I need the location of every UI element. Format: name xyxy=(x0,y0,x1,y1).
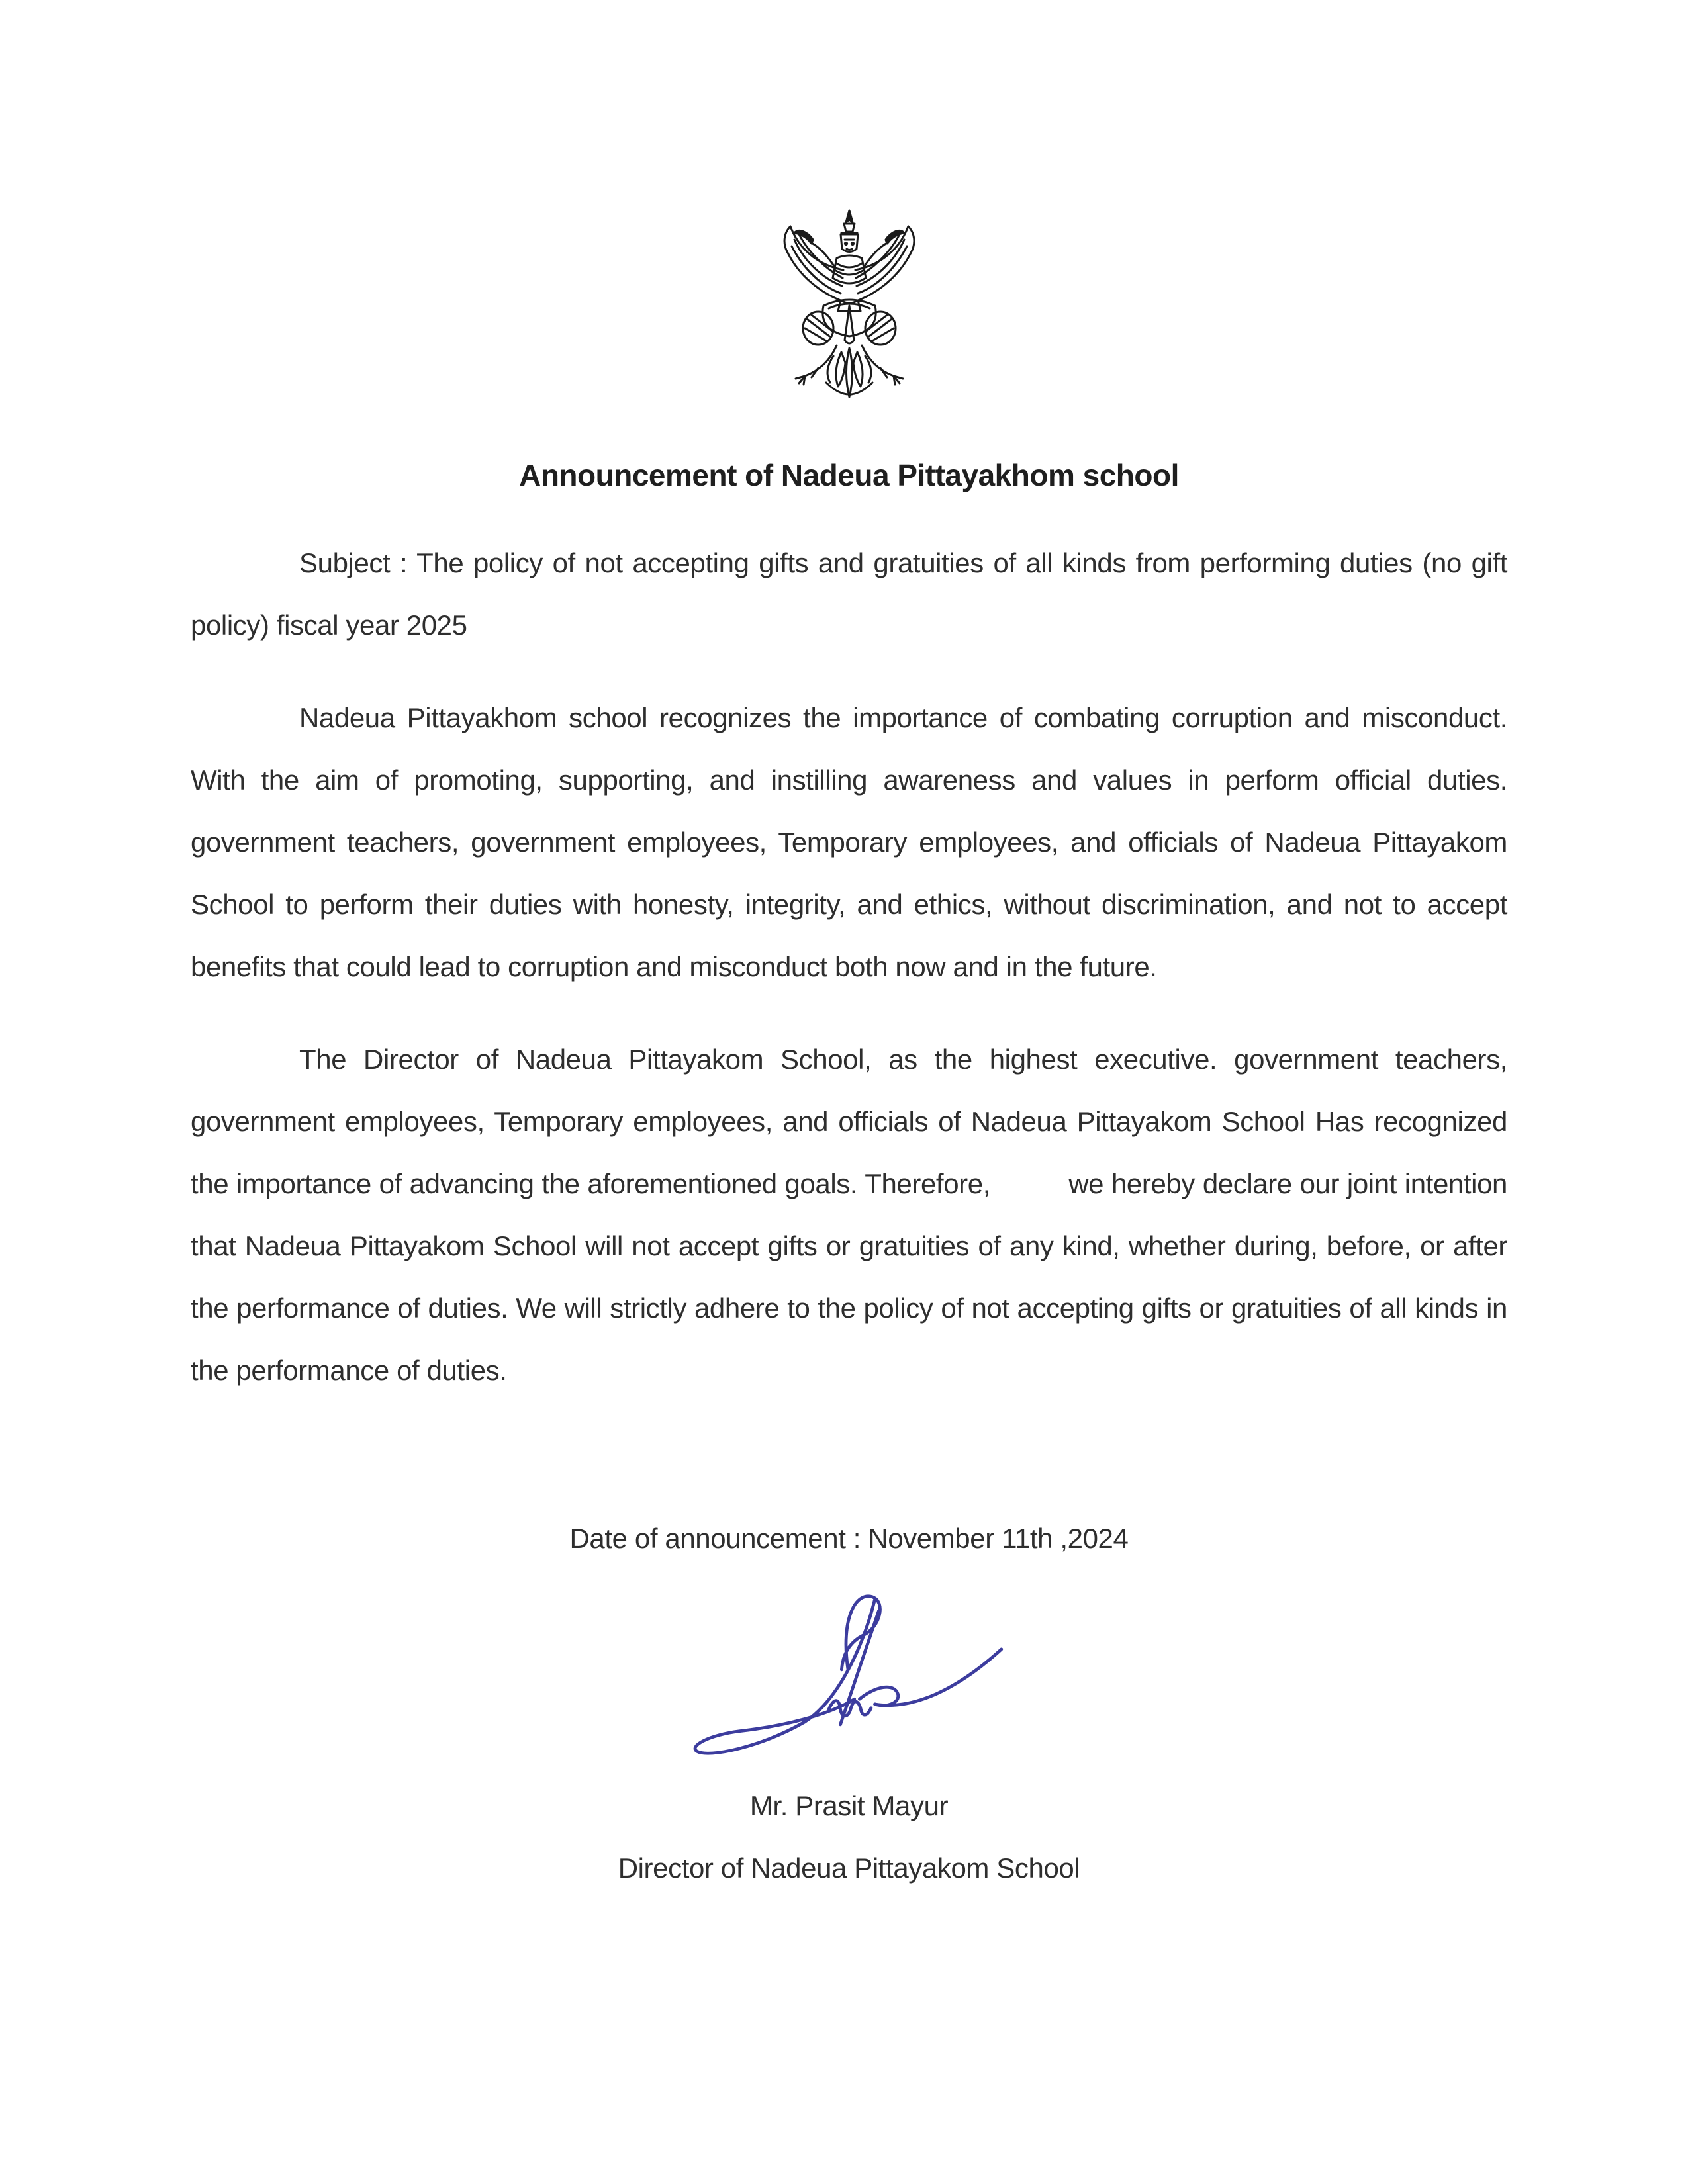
signer-name: Mr. Prasit Mayur xyxy=(749,1790,949,1821)
document-title: Announcement of Nadeua Pittayakhom school xyxy=(519,458,1179,492)
subject-line: Subject : The policy of not accepting gifts and gratuities of all kinds from performing duties (no gift policy) fiscal year 2025 xyxy=(191,547,1515,641)
signer-title: Director of Nadeua Pittayakom School xyxy=(618,1852,1080,1884)
garuda-emblem-icon xyxy=(766,205,933,404)
signature-image xyxy=(677,1574,1021,1759)
body-paragraph: Nadeua Pittayakhom school recognizes the importance of combating corruption and misconduct. With the aim of promoting, supporting, and instilling awareness and values in perform official duties. government teachers, government employees, Temporary employees, and officials of Nadeua Pittayakom School to perform their duties with honesty, integrity, and ethics, without discrimination, and not to accept benefits that could lead to corruption and misconduct both now and in the future. xyxy=(191,702,1515,982)
body-paragraph: The Director of Nadeua Pittayakom School, as the highest executive. government teachers, government employees, Temporary employees, and officials of Nadeua Pittayakom School Has recognized the importance of advancing the aforementioned goals. Therefore, we hereby declare our joint intention that Nadeua Pittayakom School will not accept gifts or gratuities of any kind, whether during, before, or after the performance of duties. We will strictly adhere to the policy of not accepting gifts or gratuities of all kinds in the performance of duties. xyxy=(191,1044,1515,1386)
date-line: Date of announcement : November 11th ,2024 xyxy=(569,1523,1129,1554)
